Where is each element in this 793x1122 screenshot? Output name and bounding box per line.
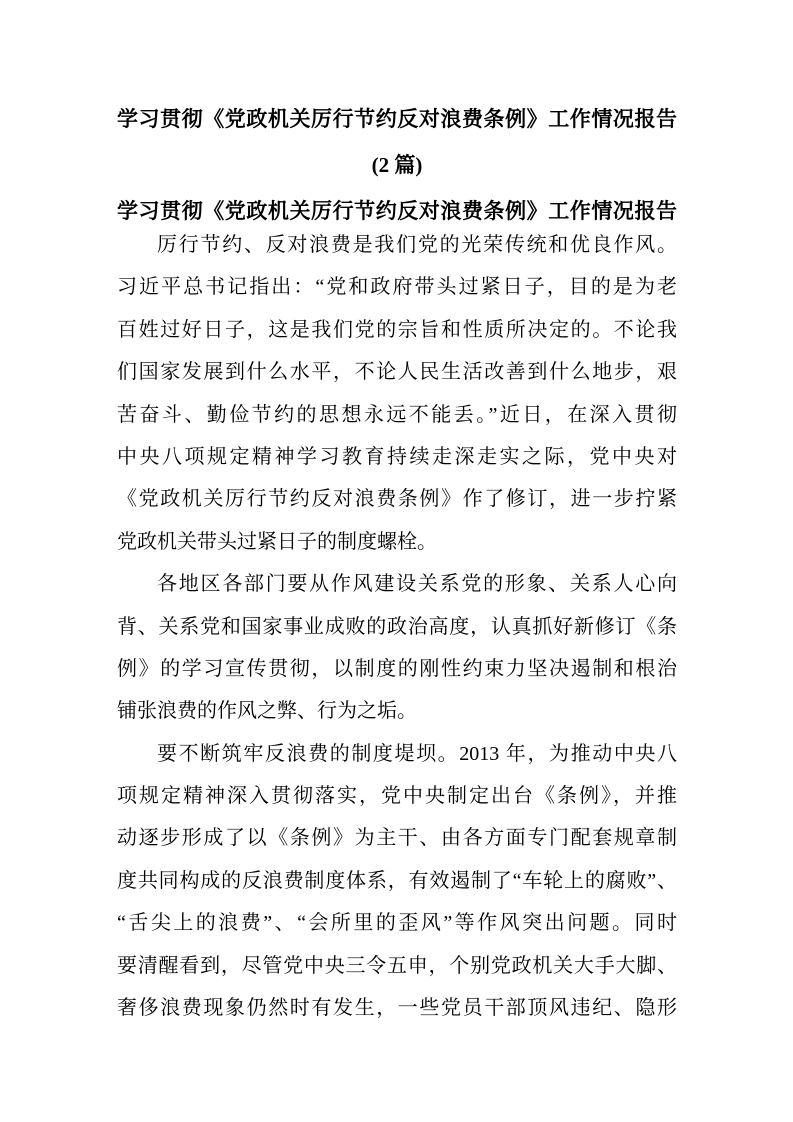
body-line: 中央八项规定精神学习教育持续走深走实之际，党中央对: [117, 445, 677, 468]
copies-count: (2 篇): [371, 153, 423, 177]
body-line: 例》的学习宣传贯彻，以制度的刚性约束力坚决遏制和根治: [117, 657, 677, 680]
body-line: 铺张浪费的作风之弊、行为之垢。: [117, 700, 417, 723]
body-line: 奢侈浪费现象仍然时有发生，一些党员干部顶风违纪、隐形: [117, 997, 677, 1020]
body-line: “舌尖上的浪费”、“会所里的歪风”等作风突出问题。同时: [117, 912, 677, 935]
body-line: 习近平总书记指出：“党和政府带头过紧日子，目的是为老: [117, 276, 677, 299]
document-body: [117, 224, 677, 1029]
body-line: 要不断筑牢反浪费的制度堤坝。2013 年，为推动中央八: [157, 742, 677, 765]
body-line: 厉行节约、反对浪费是我们党的光荣传统和优良作风。: [157, 234, 677, 256]
body-line: 动逐步形成了以《条例》为主干、由各方面专门配套规章制: [117, 827, 677, 850]
body-line: 们国家发展到什么水平，不论人民生活改善到什么地步，艰: [117, 361, 677, 384]
body-line: 度共同构成的反浪费制度体系，有效遏制了“车轮上的腐败”、: [117, 869, 677, 892]
body-line: 《党政机关厉行节约反对浪费条例》作了修订，进一步拧紧: [117, 488, 677, 511]
body-line: 苦奋斗、勤俭节约的思想永远不能丢。”近日，在深入贯彻: [117, 403, 677, 426]
body-line: 各地区各部门要从作风建设关系党的形象、关系人心向: [157, 573, 677, 596]
page-title: 学习贯彻《党政机关厉行节约反对浪费条例》工作情况报告: [117, 107, 677, 131]
body-line: 要清醒看到，尽管党中央三令五申，个别党政机关大手大脚、: [117, 954, 677, 977]
section-heading: 学习贯彻《党政机关厉行节约反对浪费条例》工作情况报告: [117, 199, 677, 223]
body-line: 项规定精神深入贯彻落实，党中央制定出台《条例》，并推: [117, 785, 677, 808]
body-line: 背、关系党和国家事业成败的政治高度，认真抓好新修订《条: [117, 615, 677, 638]
body-line: 党政机关带头过紧日子的制度螺栓。: [117, 530, 437, 553]
body-line: 百姓过好日子，这是我们党的宗旨和性质所决定的。不论我: [117, 318, 677, 341]
document-content: [117, 96, 677, 1029]
